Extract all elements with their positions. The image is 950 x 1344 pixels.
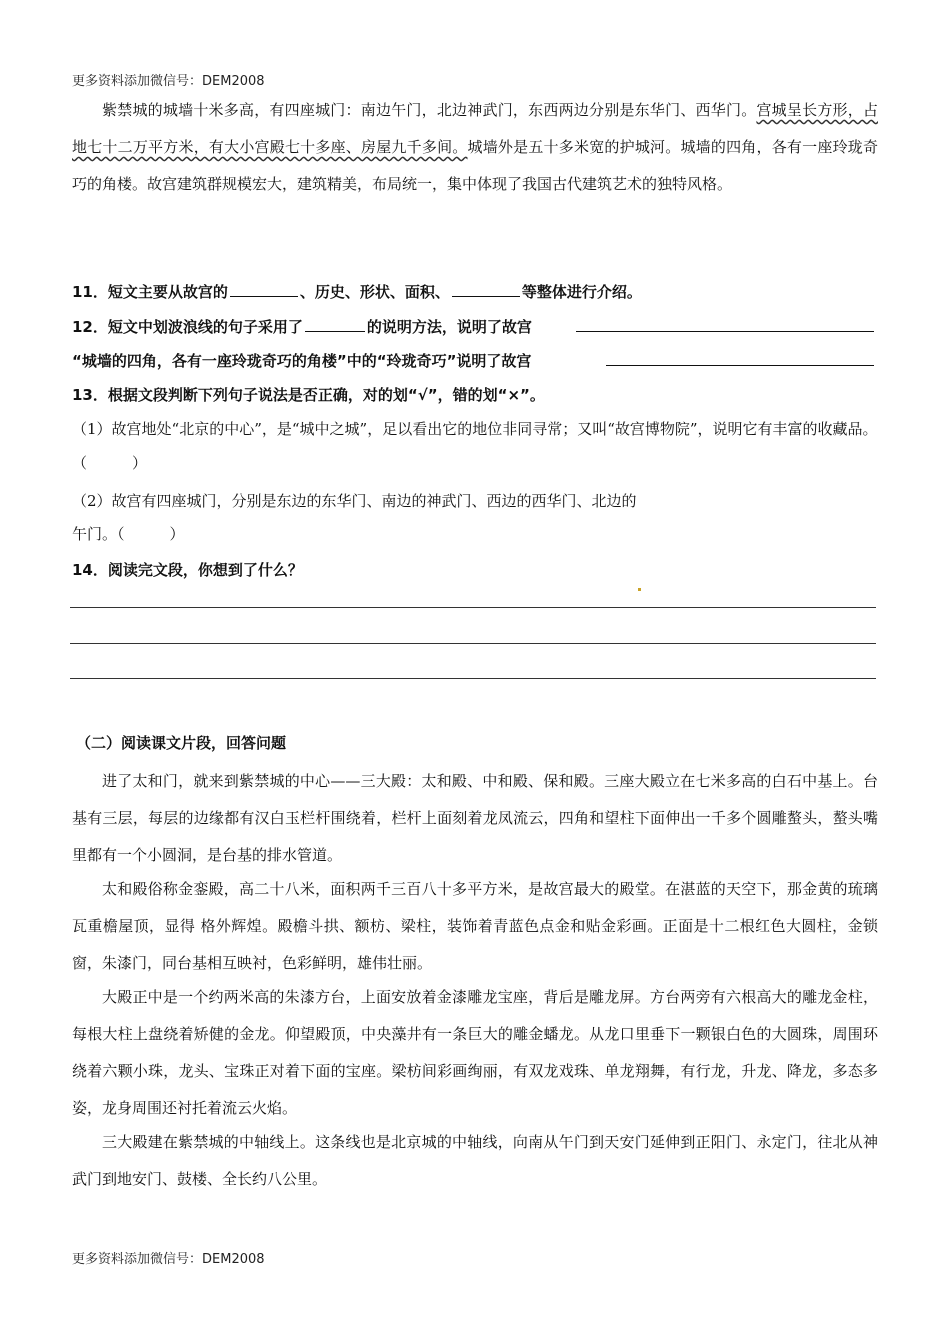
question-11 xyxy=(72,281,642,302)
question-13-item-2-line2: 午门。（ ） xyxy=(72,525,185,543)
question-13-title: 13．根据文段判断下列句子说法是否正确，对的划“√”，错的划“×”。 xyxy=(72,386,545,404)
passage-1-text-after: 城墙外是五十多米宽的护城河。城墙的四角，各有一座玲珑奇巧的角楼。故宫建筑群规模宏大，建筑精美，布局统一，集中体现了我国古代建筑艺术的独特风格。 xyxy=(72,138,878,193)
question-12-part2: 的说明方法，说明了故宫 xyxy=(366,318,532,336)
page-footer: 更多资料添加微信号：DEM2008 xyxy=(72,1252,265,1267)
answer-blank[interactable] xyxy=(230,282,298,297)
answer-line[interactable] xyxy=(70,643,876,644)
section-2-paragraph: 太和殿俗称金銮殿，高二十八米，面积两千三百八十多平方米，是故宫最大的殿堂。在湛蓝的天空下，那金黄的琉璃瓦重檐屋顶，显得 格外辉煌。殿檐斗拱、额枋、梁柱，装饰着青蓝色点金和贴金彩画。正面是十二根红色大圆柱，金锁窗，朱漆门，同台基相互映衬，色彩鲜明，雄伟壮丽。 xyxy=(72,880,878,972)
passage-1 xyxy=(72,92,878,203)
answer-line[interactable] xyxy=(70,678,876,679)
question-12 xyxy=(72,316,532,337)
wavy-underlined-sentence: 宫城呈长方形，占地七十二万平方米，有大小宫殿七十多座、房屋九千多间。 xyxy=(72,101,878,156)
answer-line[interactable] xyxy=(606,365,874,366)
section-2-paragraph: 三大殿建在紫禁城的中轴线上。这条线也是北京城的中轴线，向南从午门到天安门延伸到正阳门、永定门，往北从神武门到地安门、鼓楼、全长约八公里。 xyxy=(72,1133,878,1188)
passage-1-text-before: 紫禁城的城墙十米多高，有四座城门：南边午门，北边神武门，东西两边分别是东华门、西华门。 xyxy=(102,101,757,119)
question-12-part1: 12．短文中划波浪线的句子采用了 xyxy=(72,318,303,336)
question-11-part2: 、历史、形状、面积、 xyxy=(299,283,450,301)
answer-blank[interactable] xyxy=(452,282,520,297)
question-13-item-1: （1）故宫地处“北京的中心”，是“城中之城”，足以看出它的地位非同寻常；又叫“故宫博物院”，说明它有丰富的收藏品。（ ） xyxy=(72,420,878,472)
page-header: 更多资料添加微信号：DEM2008 xyxy=(72,74,265,89)
section-2-title: （二）阅读课文片段，回答问题 xyxy=(76,734,287,752)
stray-mark xyxy=(638,588,641,591)
question-14-title: 14．阅读完文段，你想到了什么？ xyxy=(72,561,303,579)
question-11-part3: 等整体进行介绍。 xyxy=(521,283,642,301)
answer-line[interactable] xyxy=(576,331,874,332)
answer-blank[interactable] xyxy=(305,317,365,332)
question-11-part1: 11．短文主要从故宫的 xyxy=(72,283,228,301)
question-12-line2: “城墙的四角，各有一座玲珑奇巧的角楼”中的“玲珑奇巧”说明了故宫 xyxy=(72,352,532,370)
question-13-item-2-line1: （2）故宫有四座城门，分别是东边的东华门、南边的神武门、西边的西华门、北边的 xyxy=(72,492,637,510)
section-2-paragraph: 进了太和门，就来到紫禁城的中心——三大殿：太和殿、中和殿、保和殿。三座大殿立在七米多高的白石中基上。台基有三层，每层的边缘都有汉白玉栏杆围绕着，栏杆上面刻着龙凤流云，四角和望柱下面伸出一千多个圆雕螯头，螯头嘴里都有一个小圆洞，是台基的排水管道。 xyxy=(72,772,878,864)
answer-line[interactable] xyxy=(70,607,876,608)
section-2-paragraph: 大殿正中是一个约两米高的朱漆方台，上面安放着金漆雕龙宝座，背后是雕龙屏。方台两旁有六根高大的雕龙金柱，每根大柱上盘绕着矫健的金龙。仰望殿顶，中央藻井有一条巨大的雕金蟠龙。从龙口里垂下一颗银白色的大圆珠，周围环绕着六颗小珠，龙头、宝珠正对着下面的宝座。梁枋间彩画绚丽，有双龙戏珠、单龙翔舞，有行龙，升龙、降龙，多态多姿，龙身周围还衬托着流云火焰。 xyxy=(72,988,878,1117)
